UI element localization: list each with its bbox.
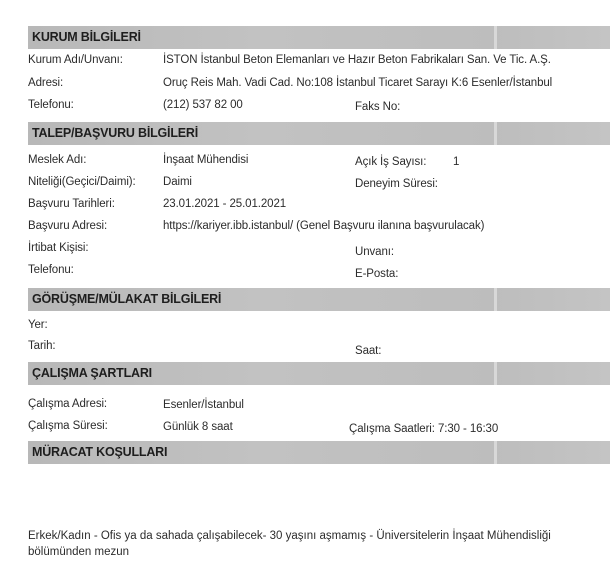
nitelik-value: Daimi: [163, 176, 192, 188]
section-header-talep: [28, 122, 610, 145]
section-header-muracat: [28, 441, 610, 464]
basvuru-adres-value: https://kariyer.ibb.istanbul/ (Genel Başvuru ilanına başvurulacak): [163, 220, 485, 232]
nitelik-label: Niteliği(Geçici/Daimi):: [28, 176, 136, 188]
basvuru-adres-label: Başvuru Adresi:: [28, 220, 108, 232]
section-header-kurum: [28, 26, 610, 49]
saat-label: Saat:: [355, 345, 382, 357]
section-title-calisma: ÇALIŞMA ŞARTLARI: [32, 366, 152, 380]
kurum-adres-value: Oruç Reis Mah. Vadi Cad. No:108 İstanbul Ticaret Sarayı K:6 Esenler/İstanbul: [163, 77, 553, 89]
section-title-muracat: MÜRACAT KOŞULLARI: [32, 445, 168, 459]
muracat-text-line1: Erkek/Kadın - Ofis ya da sahada çalışabilecek- 30 yaşını aşmamış - Üniversitelerin İnşaat Mühendisliği: [28, 530, 551, 542]
unvan-label: Unvanı:: [355, 246, 394, 258]
calisma-sure-value: Günlük 8 saat: [163, 421, 233, 433]
meslek-label: Meslek Adı:: [28, 154, 87, 166]
calisma-saatleri: Çalışma Saatleri: 7:30 - 16:30: [349, 423, 499, 435]
section-header-calisma: [28, 362, 610, 385]
meslek-value: İnşaat Mühendisi: [163, 154, 249, 166]
talep-telefon-label: Telefonu:: [28, 264, 74, 276]
basvuru-tarih-label: Başvuru Tarihleri:: [28, 198, 115, 210]
acik-is-value: 1: [453, 156, 460, 168]
kurum-telefon-value: (212) 537 82 00: [163, 99, 243, 111]
kurum-adres-label: Adresi:: [28, 77, 64, 89]
calisma-adres-label: Çalışma Adresi:: [28, 398, 108, 410]
muracat-text-line2: bölümünden mezun: [28, 546, 130, 558]
yer-label: Yer:: [28, 319, 48, 331]
section-title-gorusme: GÖRÜŞME/MÜLAKAT BİLGİLERİ: [32, 292, 222, 306]
kurum-faks-label: Faks No:: [355, 101, 401, 113]
eposta-label: E-Posta:: [355, 268, 399, 280]
section-header-gorusme: [28, 288, 610, 311]
calisma-sure-label: Çalışma Süresi:: [28, 420, 108, 432]
kurum-adi-value: İSTON İstanbul Beton Elemanları ve Hazır Beton Fabrikaları San. Ve Tic. A.Ş.: [163, 54, 551, 66]
section-title-kurum: KURUM BİLGİLERİ: [32, 30, 141, 44]
basvuru-tarih-value: 23.01.2021 - 25.01.2021: [163, 198, 287, 210]
calisma-adres-value: Esenler/İstanbul: [163, 399, 244, 411]
section-title-talep: TALEP/BAŞVURU BİLGİLERİ: [32, 126, 199, 140]
kurum-adi-label: Kurum Adı/Unvanı:: [28, 54, 123, 66]
kurum-telefon-label: Telefonu:: [28, 99, 74, 111]
acik-is-label: Açık İş Sayısı:: [355, 156, 427, 168]
irtibat-label: İrtibat Kişisi:: [28, 242, 89, 254]
gorusme-tarih-label: Tarih:: [28, 340, 56, 352]
deneyim-label: Deneyim Süresi:: [355, 178, 438, 190]
muracat-conditions-text: [28, 528, 588, 560]
